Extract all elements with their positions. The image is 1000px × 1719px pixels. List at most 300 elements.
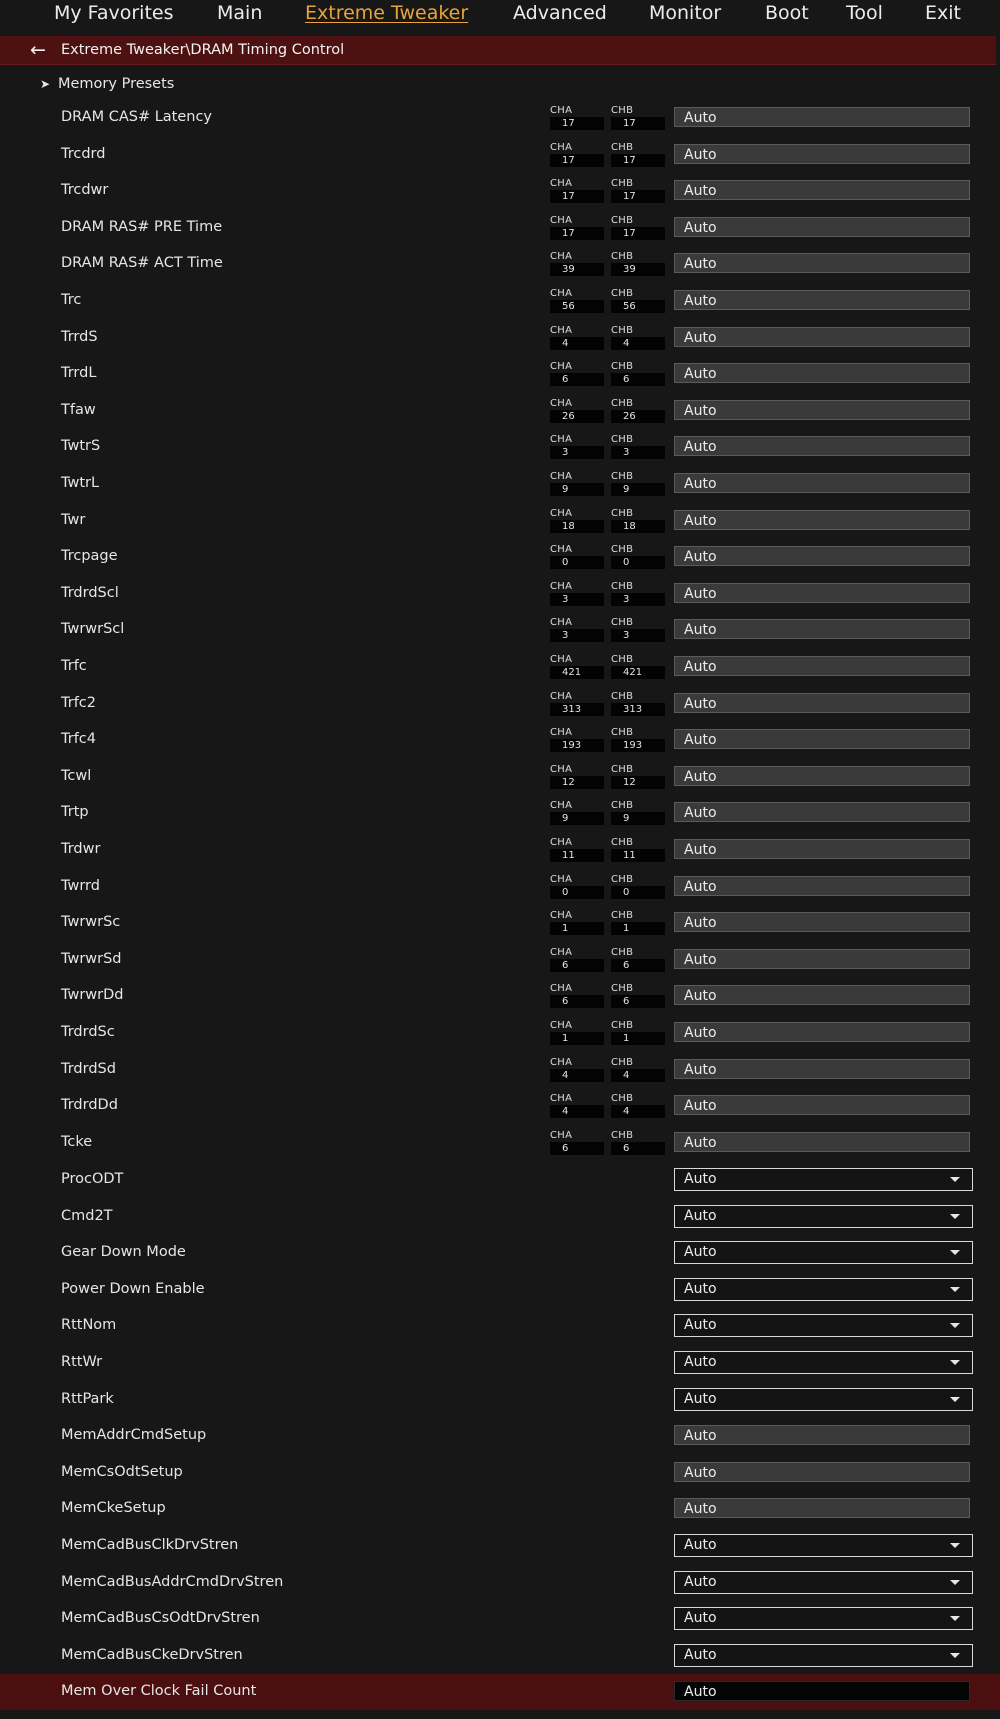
- cha-readout: [550, 253, 604, 277]
- cha-value: 4: [550, 337, 604, 350]
- timing-row[interactable]: [0, 1125, 1000, 1161]
- select-value: Auto: [684, 1354, 717, 1370]
- cha-label: CHA: [550, 178, 573, 190]
- timing-row[interactable]: [0, 1088, 1000, 1124]
- chb-label: CHB: [611, 727, 634, 739]
- chb-label: CHB: [611, 471, 634, 482]
- timing-row[interactable]: [0, 649, 1000, 685]
- timing-label: TwrwrScl: [61, 621, 125, 638]
- timing-input[interactable]: Auto: [674, 912, 970, 932]
- chb-readout: [611, 873, 665, 900]
- select-value: Auto: [684, 1280, 717, 1297]
- timing-row[interactable]: [0, 356, 1000, 392]
- cha-label: CHA: [550, 1093, 573, 1105]
- chb-label: CHB: [611, 837, 634, 848]
- chb-readout: [611, 912, 665, 936]
- select-value: Auto: [684, 1244, 717, 1261]
- cha-value: 17: [550, 117, 604, 130]
- cha-label: CHA: [550, 837, 573, 848]
- timing-row[interactable]: [0, 503, 1000, 539]
- cha-label: CHA: [550, 580, 573, 592]
- timing-input[interactable]: Auto: [674, 144, 970, 164]
- option-label: Mem Over Clock Fail Count: [61, 1683, 257, 1700]
- select-value: Auto: [684, 1537, 717, 1553]
- select-value: Auto: [684, 1317, 717, 1334]
- cha-value: 3: [550, 593, 604, 606]
- option-select[interactable]: [674, 1388, 973, 1411]
- chb-readout: [611, 763, 665, 790]
- option-label: Gear Down Mode: [61, 1244, 186, 1261]
- timing-input[interactable]: Auto: [674, 802, 970, 822]
- cha-readout: [550, 141, 604, 168]
- chb-readout: [611, 107, 665, 131]
- chb-readout: [611, 946, 665, 973]
- chb-label: CHB: [611, 544, 634, 556]
- cha-value: 6: [550, 1142, 604, 1155]
- chb-readout: [611, 290, 665, 314]
- cha-label: CHA: [550, 105, 573, 116]
- cha-readout: [550, 763, 604, 790]
- timing-input[interactable]: Auto: [674, 766, 970, 786]
- cha-value: 4: [550, 1105, 604, 1118]
- timing-row[interactable]: [0, 686, 1000, 722]
- timing-row[interactable]: [0, 759, 1000, 795]
- timing-row[interactable]: [0, 393, 1000, 429]
- chb-readout: [611, 690, 665, 717]
- option-select[interactable]: [674, 1278, 973, 1301]
- timing-label: TrrdL: [61, 365, 97, 382]
- chb-value: 17: [611, 227, 665, 240]
- chb-readout: [611, 507, 665, 534]
- chevron-down-icon: [950, 1250, 960, 1255]
- timing-label: TwrwrSc: [61, 914, 121, 931]
- timing-row[interactable]: [0, 722, 1000, 758]
- chb-label: CHB: [611, 105, 634, 116]
- option-input[interactable]: Auto: [674, 1462, 970, 1482]
- select-value: Auto: [684, 1390, 717, 1407]
- cha-value: 39: [550, 263, 604, 276]
- timing-label: Trtp: [61, 804, 89, 821]
- chb-label: CHB: [611, 763, 634, 775]
- chb-label: CHB: [611, 251, 634, 263]
- timing-input[interactable]: Auto: [674, 400, 970, 420]
- chb-readout: [611, 1095, 665, 1119]
- cha-readout: [550, 729, 604, 753]
- chb-label: CHB: [611, 324, 634, 336]
- timing-input[interactable]: Auto: [674, 839, 970, 859]
- chb-label: CHB: [611, 507, 634, 519]
- timing-label: TrrdS: [61, 328, 98, 345]
- tab-extreme-tweaker[interactable]: Extreme Tweaker: [305, 2, 469, 24]
- timing-label: TrdrdScl: [61, 584, 119, 601]
- timing-input[interactable]: Auto: [674, 656, 970, 676]
- chb-value: 6: [611, 373, 665, 386]
- tab-monitor[interactable]: Monitor: [649, 2, 722, 24]
- chb-value: 4: [611, 1069, 665, 1082]
- timing-row[interactable]: [0, 576, 1000, 612]
- cha-readout: [550, 363, 604, 387]
- chb-label: CHB: [611, 580, 634, 592]
- cha-label: CHA: [550, 471, 573, 482]
- option-select[interactable]: [674, 1314, 973, 1337]
- chb-label: CHB: [611, 690, 634, 702]
- chb-value: 6: [611, 959, 665, 972]
- select-value: Auto: [684, 1207, 717, 1224]
- cha-label: CHA: [550, 946, 573, 958]
- option-row[interactable]: [0, 1601, 1000, 1637]
- cha-readout: [550, 507, 604, 534]
- cha-readout: [550, 946, 604, 973]
- cha-label: CHA: [550, 397, 573, 409]
- select-value: Auto: [684, 1646, 717, 1663]
- chb-value: 26: [611, 410, 665, 423]
- cha-value: 9: [550, 483, 604, 496]
- cha-label: CHA: [550, 800, 573, 812]
- timing-label: Tcwl: [61, 767, 92, 784]
- chb-value: 3: [611, 629, 665, 642]
- timing-input[interactable]: Auto: [674, 180, 970, 200]
- timing-label: TrdrdSc: [61, 1024, 115, 1040]
- option-input[interactable]: Auto: [674, 1681, 970, 1701]
- timing-label: Trcdrd: [61, 145, 106, 162]
- timing-label: DRAM RAS# PRE Time: [61, 218, 223, 235]
- timing-input[interactable]: Auto: [674, 876, 970, 896]
- chevron-down-icon: [950, 1177, 960, 1182]
- cha-value: 1: [550, 922, 604, 935]
- cha-value: 9: [550, 812, 604, 825]
- cha-value: 6: [550, 373, 604, 386]
- timing-label: TwtrL: [61, 475, 100, 491]
- chevron-down-icon: [950, 1287, 960, 1292]
- tab-exit[interactable]: Exit: [925, 2, 961, 24]
- option-label: MemCsOdtSetup: [61, 1463, 183, 1480]
- timing-input[interactable]: Auto: [674, 436, 970, 456]
- option-row[interactable]: [0, 1272, 1000, 1308]
- timing-label: Trfc4: [61, 731, 96, 748]
- timing-input[interactable]: Auto: [674, 619, 970, 639]
- option-label: Cmd2T: [61, 1207, 113, 1224]
- chb-value: 9: [611, 483, 665, 496]
- timing-row[interactable]: [0, 942, 1000, 978]
- chb-readout: [611, 473, 665, 497]
- chb-label: CHB: [611, 397, 634, 409]
- chb-label: CHB: [611, 434, 634, 446]
- chb-value: 56: [611, 300, 665, 313]
- chb-readout: [611, 729, 665, 753]
- select-value: Auto: [684, 1610, 717, 1627]
- timing-row[interactable]: [0, 173, 1000, 209]
- cha-readout: [550, 1022, 604, 1046]
- chb-value: 18: [611, 520, 665, 533]
- timing-input[interactable]: Auto: [674, 510, 970, 530]
- chb-label: CHB: [611, 361, 634, 373]
- option-label: RttWr: [61, 1354, 103, 1370]
- option-row[interactable]: [0, 1345, 1000, 1381]
- option-row[interactable]: [0, 1235, 1000, 1271]
- chb-label: CHB: [611, 1093, 634, 1105]
- timing-input[interactable]: Auto: [674, 949, 970, 969]
- timing-label: Trcpage: [61, 548, 118, 565]
- cha-label: CHA: [550, 873, 573, 885]
- timing-label: TwrwrSd: [61, 950, 122, 967]
- chevron-down-icon: [950, 1214, 960, 1219]
- chb-label: CHB: [611, 178, 634, 190]
- cha-label: CHA: [550, 361, 573, 373]
- chevron-down-icon: [950, 1323, 960, 1328]
- chb-label: CHB: [611, 800, 634, 812]
- timing-input[interactable]: Auto: [674, 546, 970, 566]
- option-row[interactable]: [0, 1674, 1000, 1710]
- chb-label: CHB: [611, 1129, 634, 1141]
- select-value: Auto: [684, 1573, 717, 1590]
- timing-label: TwtrS: [61, 438, 101, 455]
- timing-row[interactable]: [0, 429, 1000, 465]
- chevron-down-icon: [950, 1397, 960, 1402]
- chb-readout: [611, 324, 665, 351]
- timing-label: TrdrdDd: [61, 1097, 118, 1114]
- timing-row[interactable]: [0, 320, 1000, 356]
- option-row[interactable]: [0, 1638, 1000, 1674]
- timing-row[interactable]: [0, 210, 1000, 246]
- timing-row[interactable]: [0, 466, 1000, 502]
- timing-input[interactable]: Auto: [674, 473, 970, 493]
- cha-label: CHA: [550, 214, 573, 226]
- option-select[interactable]: [674, 1205, 973, 1228]
- timing-label: TrdrdSd: [61, 1060, 116, 1077]
- cha-label: CHA: [550, 324, 573, 336]
- timing-row[interactable]: [0, 612, 1000, 648]
- cha-value: 313: [550, 703, 604, 716]
- cha-readout: [550, 397, 604, 424]
- timing-row[interactable]: [0, 869, 1000, 905]
- cha-readout: [550, 436, 604, 460]
- timing-row[interactable]: [0, 1015, 1000, 1051]
- cha-readout: [550, 290, 604, 314]
- cha-label: CHA: [550, 617, 573, 629]
- timing-input[interactable]: Auto: [674, 583, 970, 603]
- tab-advanced[interactable]: Advanced: [513, 2, 607, 24]
- option-row[interactable]: [0, 1565, 1000, 1601]
- chb-label: CHB: [611, 910, 634, 922]
- chb-readout: [611, 363, 665, 387]
- cha-value: 12: [550, 776, 604, 789]
- tab-tool[interactable]: Tool: [846, 2, 883, 24]
- cha-label: CHA: [550, 288, 573, 299]
- cha-readout: [550, 1095, 604, 1119]
- option-select[interactable]: [674, 1351, 973, 1374]
- timing-input[interactable]: Auto: [674, 1132, 970, 1152]
- chb-readout: [611, 141, 665, 168]
- chb-label: CHB: [611, 214, 634, 226]
- chb-value: 4: [611, 1105, 665, 1118]
- cha-readout: [550, 690, 604, 717]
- cha-value: 17: [550, 227, 604, 240]
- chb-value: 12: [611, 776, 665, 789]
- cha-readout: [550, 619, 604, 643]
- timing-label: Trc: [61, 292, 82, 308]
- cha-label: CHA: [550, 544, 573, 556]
- chevron-down-icon: [950, 1580, 960, 1585]
- timing-row[interactable]: [0, 246, 1000, 282]
- cha-label: CHA: [550, 1129, 573, 1141]
- timing-label: Trfc: [61, 658, 87, 674]
- option-select[interactable]: [674, 1607, 973, 1630]
- option-row[interactable]: [0, 1382, 1000, 1418]
- timing-input[interactable]: Auto: [674, 363, 970, 383]
- chb-value: 39: [611, 263, 665, 276]
- chb-value: 313: [611, 703, 665, 716]
- timing-input[interactable]: Auto: [674, 290, 970, 310]
- chb-label: CHB: [611, 141, 634, 153]
- chb-value: 3: [611, 593, 665, 606]
- chb-readout: [611, 985, 665, 1009]
- timing-row[interactable]: [0, 100, 1000, 136]
- timing-row[interactable]: [0, 832, 1000, 868]
- timing-row[interactable]: [0, 978, 1000, 1014]
- cha-value: 56: [550, 300, 604, 313]
- timing-label: Trcdwr: [61, 182, 109, 199]
- option-row[interactable]: [0, 1162, 1000, 1198]
- chb-value: 6: [611, 1142, 665, 1155]
- option-label: MemAddrCmdSetup: [61, 1427, 207, 1444]
- chb-readout: [611, 580, 665, 607]
- cha-value: 0: [550, 556, 604, 569]
- timing-input[interactable]: Auto: [674, 1022, 970, 1042]
- chb-readout: [611, 802, 665, 826]
- option-select[interactable]: [674, 1534, 973, 1557]
- chb-readout: [611, 1129, 665, 1156]
- cha-label: CHA: [550, 654, 573, 665]
- option-label: MemCadBusCkeDrvStren: [61, 1646, 243, 1663]
- cha-readout: [550, 985, 604, 1009]
- timing-row[interactable]: [0, 137, 1000, 173]
- chevron-down-icon: [950, 1616, 960, 1621]
- timing-input[interactable]: Auto: [674, 107, 970, 127]
- chb-value: 1: [611, 922, 665, 935]
- option-input[interactable]: Auto: [674, 1425, 970, 1445]
- cha-readout: [550, 580, 604, 607]
- cha-label: CHA: [550, 1020, 573, 1031]
- timing-row[interactable]: [0, 1052, 1000, 1088]
- chb-value: 4: [611, 337, 665, 350]
- cha-readout: [550, 324, 604, 351]
- timing-label: Tcke: [61, 1133, 93, 1150]
- option-row[interactable]: [0, 1528, 1000, 1564]
- chb-readout: [611, 436, 665, 460]
- option-select[interactable]: [674, 1571, 973, 1594]
- cha-readout: [550, 546, 604, 570]
- option-row[interactable]: [0, 1455, 1000, 1491]
- timing-label: Twr: [61, 511, 86, 528]
- option-select[interactable]: [674, 1168, 973, 1191]
- cha-readout: [550, 214, 604, 241]
- cha-readout: [550, 656, 604, 680]
- timing-input[interactable]: Auto: [674, 1095, 970, 1115]
- chevron-down-icon: [950, 1543, 960, 1548]
- chb-label: CHB: [611, 654, 634, 665]
- timing-row[interactable]: [0, 795, 1000, 831]
- cha-value: 0: [550, 886, 604, 899]
- option-row[interactable]: [0, 1491, 1000, 1527]
- cha-value: 421: [550, 666, 604, 679]
- cha-readout: [550, 473, 604, 497]
- timing-input[interactable]: Auto: [674, 729, 970, 749]
- chb-label: CHB: [611, 873, 634, 885]
- timing-row[interactable]: [0, 905, 1000, 941]
- option-row[interactable]: [0, 1418, 1000, 1454]
- tab-main[interactable]: Main: [217, 2, 263, 24]
- timing-label: Twrrd: [61, 877, 100, 894]
- submenu-label: Memory Presets: [58, 76, 175, 92]
- timing-input[interactable]: Auto: [674, 985, 970, 1005]
- option-input[interactable]: Auto: [674, 1498, 970, 1518]
- chb-value: 1: [611, 1032, 665, 1045]
- chb-readout: [611, 619, 665, 643]
- chb-readout: [611, 1022, 665, 1046]
- chb-label: CHB: [611, 983, 634, 995]
- chb-value: 0: [611, 556, 665, 569]
- cha-label: CHA: [550, 1056, 573, 1068]
- cha-readout: [550, 912, 604, 936]
- chb-label: CHB: [611, 288, 634, 299]
- chb-readout: [611, 546, 665, 570]
- cha-label: CHA: [550, 141, 573, 153]
- chb-readout: [611, 397, 665, 424]
- tab-my-favorites[interactable]: My Favorites: [54, 2, 174, 24]
- timing-label: Trdwr: [61, 841, 101, 857]
- timing-label: Trfc2: [61, 694, 96, 711]
- chb-label: CHB: [611, 946, 634, 958]
- chb-value: 193: [611, 739, 665, 752]
- timing-row[interactable]: [0, 539, 1000, 575]
- cha-label: CHA: [550, 251, 573, 263]
- cha-readout: [550, 1056, 604, 1083]
- option-row[interactable]: [0, 1308, 1000, 1344]
- cha-label: CHA: [550, 507, 573, 519]
- option-select[interactable]: [674, 1644, 973, 1667]
- cha-readout: [550, 180, 604, 204]
- cha-value: 17: [550, 154, 604, 167]
- cha-label: CHA: [550, 910, 573, 922]
- chb-readout: [611, 656, 665, 680]
- timing-input[interactable]: Auto: [674, 693, 970, 713]
- timing-input[interactable]: Auto: [674, 253, 970, 273]
- option-select[interactable]: [674, 1241, 973, 1264]
- cha-value: 6: [550, 959, 604, 972]
- chb-readout: [611, 214, 665, 241]
- cha-label: CHA: [550, 727, 573, 739]
- cha-value: 11: [550, 849, 604, 862]
- submenu-memory-presets[interactable]: [40, 71, 174, 97]
- option-label: Power Down Enable: [61, 1280, 205, 1297]
- option-label: MemCadBusCsOdtDrvStren: [61, 1610, 260, 1627]
- cha-readout: [550, 1129, 604, 1156]
- timing-input[interactable]: Auto: [674, 1059, 970, 1079]
- chb-label: CHB: [611, 1020, 634, 1031]
- chevron-down-icon: [950, 1653, 960, 1658]
- tab-boot[interactable]: Boot: [765, 2, 809, 24]
- cha-value: 17: [550, 190, 604, 203]
- chb-value: 9: [611, 812, 665, 825]
- timing-input[interactable]: Auto: [674, 217, 970, 237]
- chb-readout: [611, 1056, 665, 1083]
- arrow-left-icon[interactable]: ←: [30, 39, 46, 61]
- timing-row[interactable]: [0, 283, 1000, 319]
- timing-input[interactable]: Auto: [674, 327, 970, 347]
- cha-value: 3: [550, 629, 604, 642]
- option-row[interactable]: [0, 1199, 1000, 1235]
- chevron-right-icon: ➤: [40, 77, 51, 91]
